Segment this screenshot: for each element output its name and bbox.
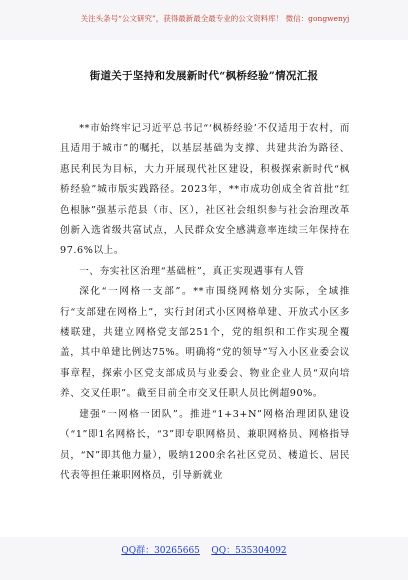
qq-contact-link[interactable]: QQ：535304092 — [211, 546, 287, 556]
intro-paragraph: **市始终牢记习近平总书记“‘枫桥经验’不仅适用于农村，而且适用于城市”的嘱托，以基层基础为支撑、共建共治为路径、惠民利民为目标，大力开展现代社区建设，积极探索新时代“枫桥经验”城市版实践路径。2023年，**市成功创成全省首批“红色根脉”强基示范县（市、区），社区社会组织参与社会治理改革创新入选省级共富试点，人民群众安全感满意率连续三年保持在97.6%以上。 — [60, 123, 350, 257]
document-title: 街道关于坚持和发展新时代“枫桥经验”情况汇报 — [89, 70, 319, 82]
section-heading: 一、夯实社区治理“基础桩”，真正实现遇事有人管 — [79, 265, 305, 277]
header-banner — [0, 0, 408, 40]
body-paragraph: 建强“一网格一团队”。推进“1+3+N”网格治理团队建设（“1”即1名网格长，“3”即专职网格员、兼职网格员、网格指导员，“N”即其他力量），吸纳1200余名社区党员、楼道长、居民代表等担任兼职网格员，引导新就业 — [60, 408, 350, 481]
document-body — [60, 119, 350, 486]
footer — [0, 537, 408, 580]
qq-group-link[interactable]: QQ群：30265665 — [121, 546, 200, 556]
footer-contact — [0, 543, 408, 556]
promo-text: 关注头条号“公文研究”，获得最新最全最专业的公文资料库！ 微信：gongwenyj — [80, 14, 350, 23]
body-paragraph: 深化“一网格一支部”。**市围绕网格划分实际，全域推行“支部建在网格上”，实行封闭式小区网格单建、开放式小区多楼联建，共建立网格党支部251个，党的组织和工作实现全覆盖，其中单建比例达75%。明确将“党的领导”写入小区业委会议事章程，探索小区党支部成员与业委会、物业企业人员“双向培养、交叉任职”。截至目前全市交叉任职人员比例超90%。 — [60, 286, 350, 400]
